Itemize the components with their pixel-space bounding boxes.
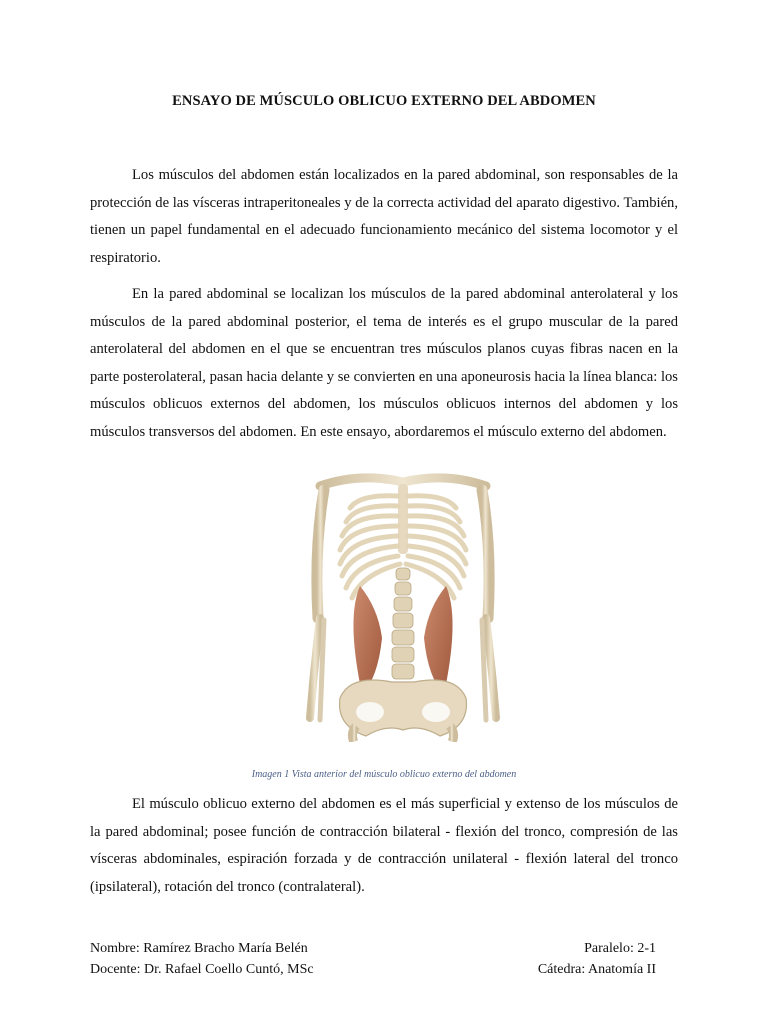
skeleton-torso-image [300, 468, 506, 742]
paralelo-label: Paralelo: 2-1 [584, 941, 656, 956]
document-title: ENSAYO DE MÚSCULO OBLICUO EXTERNO DEL ABDOMEN [172, 93, 596, 109]
figure-caption: Imagen 1 Vista anterior del músculo oblicuo externo del abdomen [251, 769, 517, 780]
skeleton-illustration [300, 468, 506, 742]
student-name: Nombre: Ramírez Bracho María Belén [90, 941, 308, 956]
paragraph-external-oblique: El músculo oblicuo externo del abdomen es el más superficial y extenso de los músculos de la pared abdominal; posee función de contracción bilateral - flexión del tronco, compresión de las vísceras abdominales, espiración forzada y de contracción unilateral - flexión lateral del tronco (ipsilateral), rotación del tronco (contralateral). [90, 796, 678, 895]
footer-left [90, 938, 314, 980]
teacher-name: Docente: Dr. Rafael Coello Cuntó, MSc [90, 962, 314, 977]
paragraph-intro: Los músculos del abdomen están localizados en la pared abdominal, son responsables de la protección de las vísceras intraperitoneales y de la correcta actividad del aparato digestivo. También, tienen un papel fundamental en el adecuado funcionamiento mecánico del sistema locomotor y el respiratorio. [90, 167, 678, 266]
catedra-label: Cátedra: Anatomía II [537, 962, 656, 977]
footer-right [538, 938, 656, 980]
paragraph-anterolateral: En la pared abdominal se localizan los músculos de la pared abdominal anterolateral y los músculos de la pared abdominal posterior, el tema de interés es el grupo muscular de la pared anterolateral del abdomen en el que se encuentran tres músculos planos cuyas fibras nacen en la parte posterolateral, pasan hacia delante y se convierten en una aponeurosis hacia la línea blanca: los músculos oblicuos externos del abdomen, los músculos oblicuos internos del abdomen y los músculos transversos del abdomen. En este ensayo, abordaremos el músculo externo del abdomen. [90, 286, 678, 440]
